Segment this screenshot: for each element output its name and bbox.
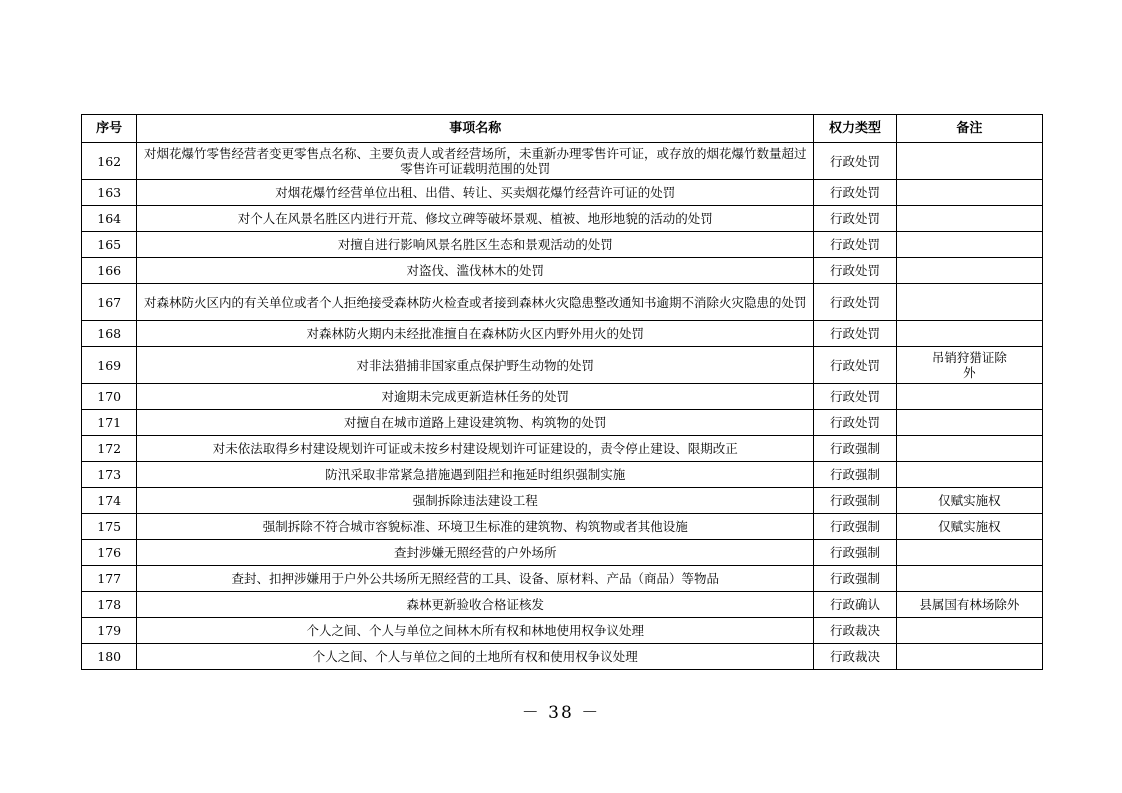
row-type: 行政处罚 bbox=[814, 347, 897, 384]
table-row bbox=[82, 488, 1043, 514]
row-note bbox=[896, 284, 1042, 321]
table-row bbox=[82, 592, 1043, 618]
row-no: 167 bbox=[82, 284, 137, 321]
row-type: 行政处罚 bbox=[814, 321, 897, 347]
table-row bbox=[82, 410, 1043, 436]
table-row bbox=[82, 618, 1043, 644]
row-no: 166 bbox=[82, 258, 137, 284]
row-name: 防汛采取非常紧急措施遇到阻拦和拖延时组织强制实施 bbox=[137, 462, 814, 488]
row-type: 行政裁决 bbox=[814, 618, 897, 644]
table-row bbox=[82, 347, 1043, 384]
header-no: 序号 bbox=[82, 115, 137, 143]
row-no: 180 bbox=[82, 644, 137, 670]
row-no: 172 bbox=[82, 436, 137, 462]
row-type: 行政确认 bbox=[814, 592, 897, 618]
row-type: 行政强制 bbox=[814, 462, 897, 488]
row-no: 179 bbox=[82, 618, 137, 644]
table-row bbox=[82, 143, 1043, 180]
row-no: 165 bbox=[82, 232, 137, 258]
table-row bbox=[82, 644, 1043, 670]
row-note bbox=[896, 618, 1042, 644]
row-name: 强制拆除违法建设工程 bbox=[137, 488, 814, 514]
row-note bbox=[896, 540, 1042, 566]
row-name: 强制拆除不符合城市容貌标准、环境卫生标准的建筑物、构筑物或者其他设施 bbox=[137, 514, 814, 540]
row-type: 行政处罚 bbox=[814, 143, 897, 180]
row-name: 森林更新验收合格证核发 bbox=[137, 592, 814, 618]
row-name: 查封涉嫌无照经营的户外场所 bbox=[137, 540, 814, 566]
row-type: 行政强制 bbox=[814, 540, 897, 566]
table-row bbox=[82, 284, 1043, 321]
row-note bbox=[896, 566, 1042, 592]
table-row bbox=[82, 514, 1043, 540]
row-note bbox=[896, 206, 1042, 232]
row-name: 对烟花爆竹经营单位出租、出借、转让、买卖烟花爆竹经营许可证的处罚 bbox=[137, 180, 814, 206]
row-note: 仅赋实施权 bbox=[896, 488, 1042, 514]
row-name: 查封、扣押涉嫌用于户外公共场所无照经营的工具、设备、原材料、产品（商品）等物品 bbox=[137, 566, 814, 592]
row-note bbox=[896, 436, 1042, 462]
row-note bbox=[896, 143, 1042, 180]
row-no: 176 bbox=[82, 540, 137, 566]
row-note: 仅赋实施权 bbox=[896, 514, 1042, 540]
table-row bbox=[82, 258, 1043, 284]
row-name: 对擅自进行影响风景名胜区生态和景观活动的处罚 bbox=[137, 232, 814, 258]
row-note bbox=[896, 180, 1042, 206]
row-name: 个人之间、个人与单位之间林木所有权和林地使用权争议处理 bbox=[137, 618, 814, 644]
row-no: 177 bbox=[82, 566, 137, 592]
row-name: 对烟花爆竹零售经营者变更零售点名称、主要负责人或者经营场所，未重新办理零售许可证，或存放的烟花爆竹数量超过零售许可证载明范围的处罚 bbox=[137, 143, 814, 180]
row-type: 行政处罚 bbox=[814, 180, 897, 206]
row-type: 行政处罚 bbox=[814, 384, 897, 410]
row-note: 吊销狩猎证除外 bbox=[896, 347, 1042, 384]
row-name: 对逾期未完成更新造林任务的处罚 bbox=[137, 384, 814, 410]
row-note bbox=[896, 321, 1042, 347]
row-note bbox=[896, 258, 1042, 284]
row-no: 170 bbox=[82, 384, 137, 410]
row-type: 行政处罚 bbox=[814, 232, 897, 258]
row-name: 对非法猎捕非国家重点保护野生动物的处罚 bbox=[137, 347, 814, 384]
row-no: 163 bbox=[82, 180, 137, 206]
row-no: 171 bbox=[82, 410, 137, 436]
row-note bbox=[896, 644, 1042, 670]
row-no: 173 bbox=[82, 462, 137, 488]
row-type: 行政强制 bbox=[814, 566, 897, 592]
row-note: 县属国有林场除外 bbox=[896, 592, 1042, 618]
row-name: 对个人在风景名胜区内进行开荒、修坟立碑等破坏景观、植被、地形地貌的活动的处罚 bbox=[137, 206, 814, 232]
row-type: 行政强制 bbox=[814, 514, 897, 540]
row-name: 对森林防火区内的有关单位或者个人拒绝接受森林防火检查或者接到森林火灾隐患整改通知书逾期不消除火灾隐患的处罚 bbox=[137, 284, 814, 321]
header-note: 备注 bbox=[896, 115, 1042, 143]
table-row bbox=[82, 462, 1043, 488]
row-type: 行政处罚 bbox=[814, 284, 897, 321]
table-row bbox=[82, 566, 1043, 592]
table-row bbox=[82, 180, 1043, 206]
row-note bbox=[896, 232, 1042, 258]
table-row bbox=[82, 436, 1043, 462]
row-name: 对未依法取得乡村建设规划许可证或未按乡村建设规划许可证建设的，责令停止建设、限期改正 bbox=[137, 436, 814, 462]
row-type: 行政处罚 bbox=[814, 258, 897, 284]
row-no: 162 bbox=[82, 143, 137, 180]
row-type: 行政处罚 bbox=[814, 206, 897, 232]
row-no: 169 bbox=[82, 347, 137, 384]
items-table bbox=[81, 114, 1043, 670]
table-row bbox=[82, 206, 1043, 232]
row-note bbox=[896, 384, 1042, 410]
row-no: 168 bbox=[82, 321, 137, 347]
row-note bbox=[896, 410, 1042, 436]
table-row bbox=[82, 321, 1043, 347]
row-type: 行政裁决 bbox=[814, 644, 897, 670]
header-type: 权力类型 bbox=[814, 115, 897, 143]
table-header-row bbox=[82, 115, 1043, 143]
row-no: 164 bbox=[82, 206, 137, 232]
row-name: 个人之间、个人与单位之间的土地所有权和使用权争议处理 bbox=[137, 644, 814, 670]
row-name: 对盗伐、滥伐林木的处罚 bbox=[137, 258, 814, 284]
row-no: 178 bbox=[82, 592, 137, 618]
row-name: 对擅自在城市道路上建设建筑物、构筑物的处罚 bbox=[137, 410, 814, 436]
row-type: 行政强制 bbox=[814, 436, 897, 462]
page-number: － 38 － bbox=[521, 703, 601, 723]
row-type: 行政强制 bbox=[814, 488, 897, 514]
row-note bbox=[896, 462, 1042, 488]
table-row bbox=[82, 232, 1043, 258]
row-type: 行政处罚 bbox=[814, 410, 897, 436]
header-name: 事项名称 bbox=[137, 115, 814, 143]
row-no: 174 bbox=[82, 488, 137, 514]
table-row bbox=[82, 540, 1043, 566]
row-no: 175 bbox=[82, 514, 137, 540]
table-row bbox=[82, 384, 1043, 410]
row-name: 对森林防火期内未经批准擅自在森林防火区内野外用火的处罚 bbox=[137, 321, 814, 347]
